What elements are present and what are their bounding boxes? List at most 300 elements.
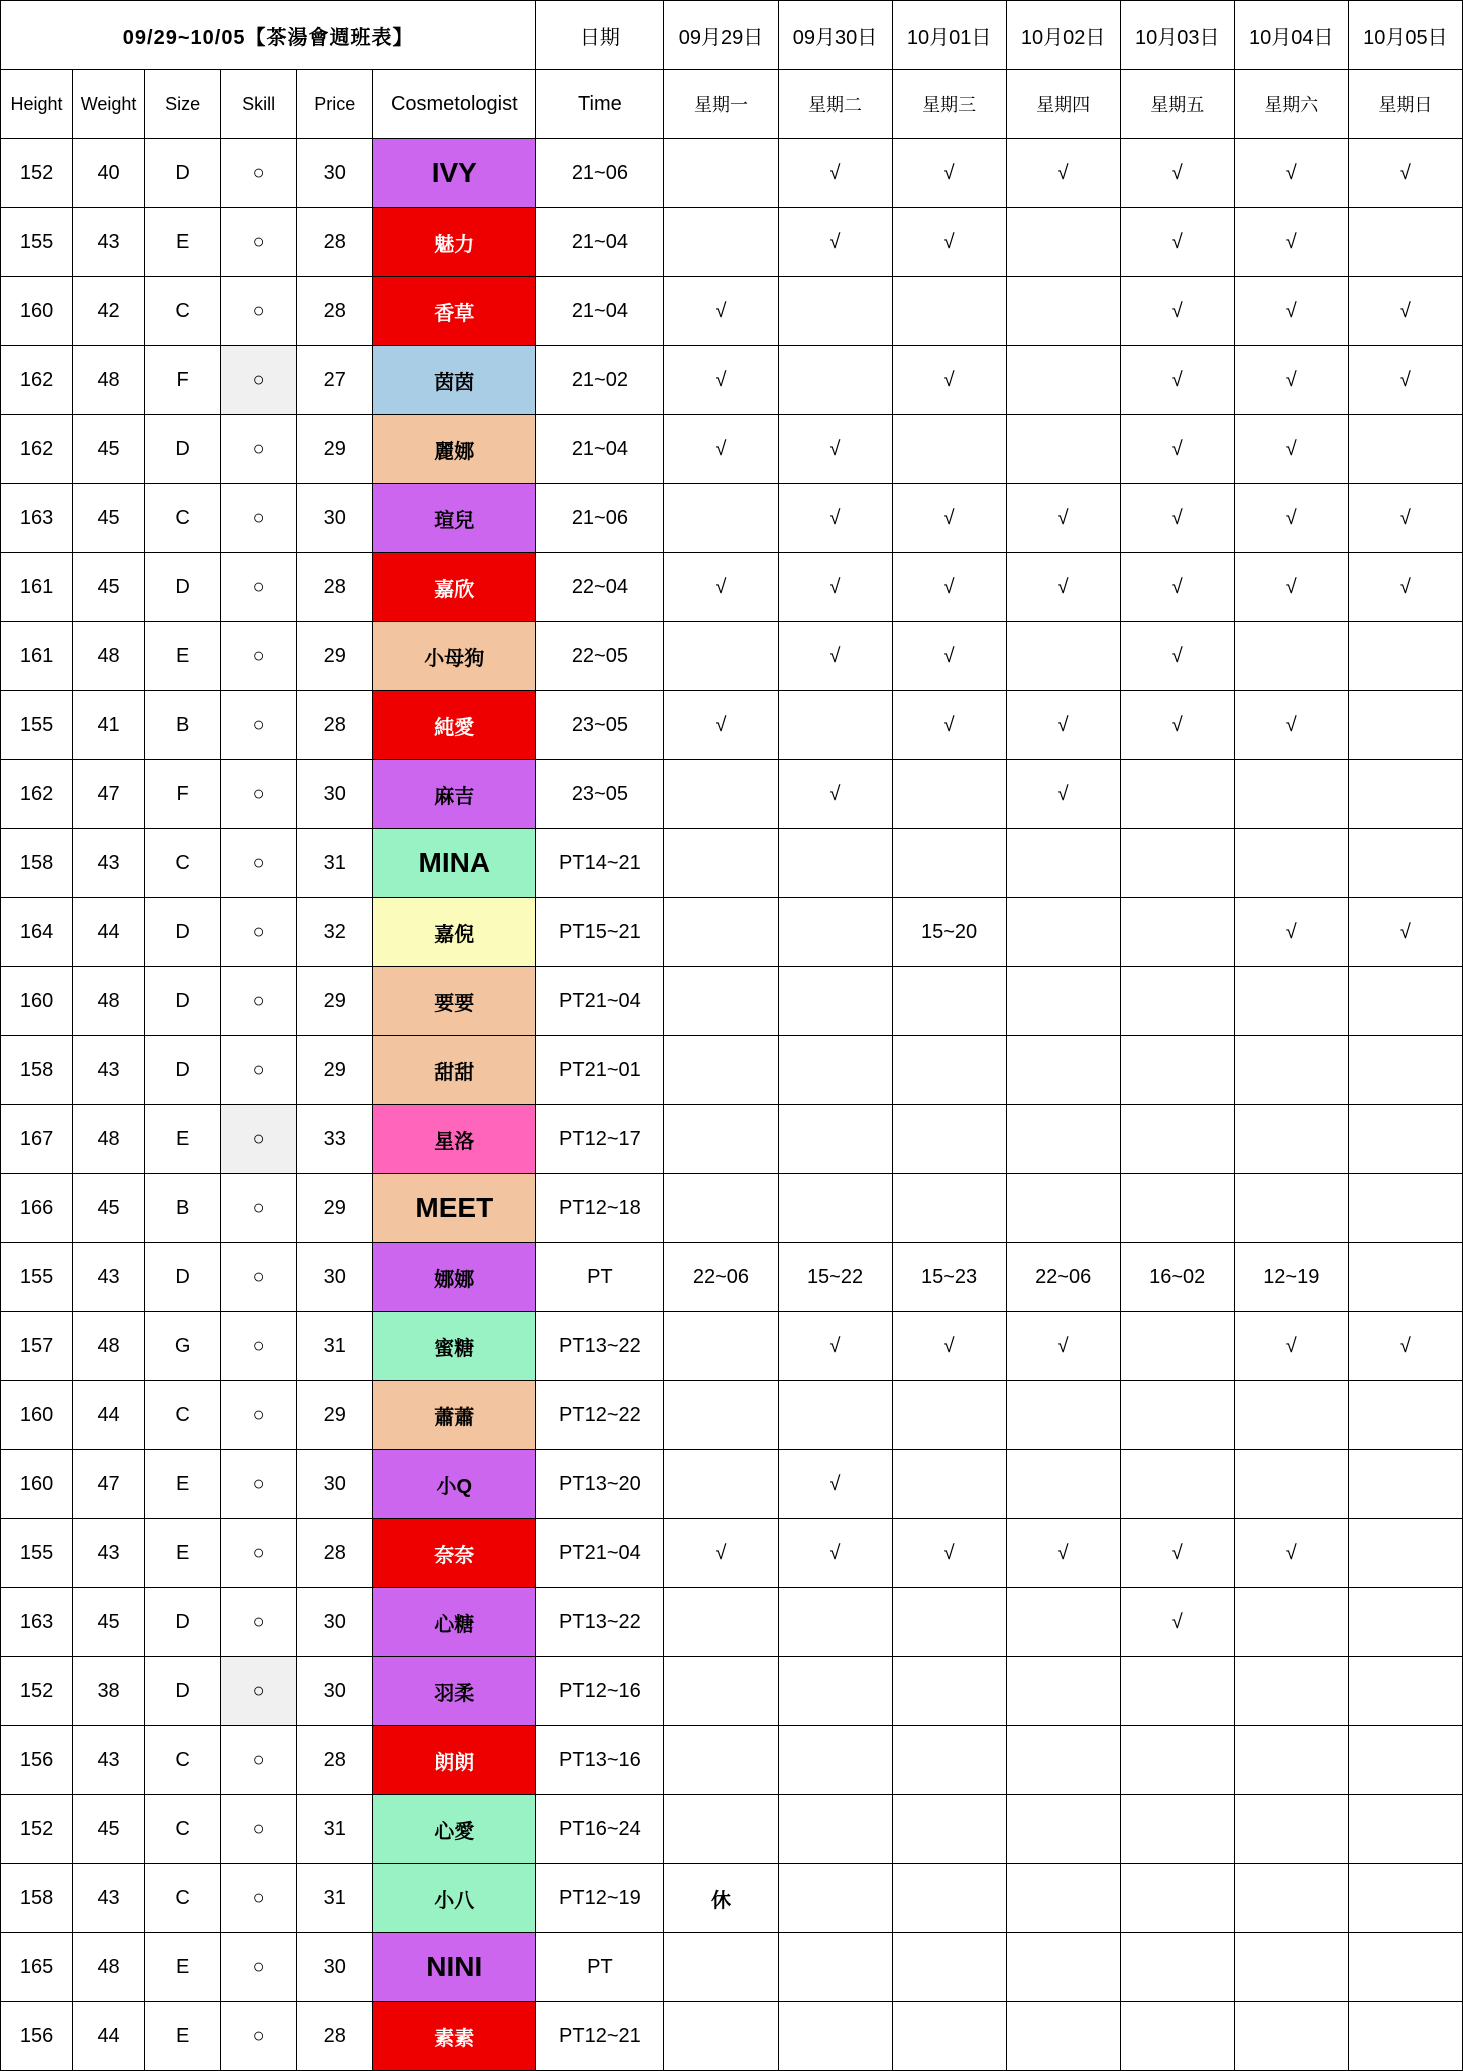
day-cell (664, 1105, 778, 1174)
height-value: 167 (1, 1105, 73, 1174)
day-cell: √ (778, 760, 892, 829)
height-value: 162 (1, 760, 73, 829)
day-cell (778, 1795, 892, 1864)
day-cell (892, 760, 1006, 829)
cosmetologist-name: 星洛 (373, 1105, 536, 1174)
cosmetologist-name: MINA (373, 829, 536, 898)
day-cell (892, 1105, 1006, 1174)
price-value: 29 (297, 622, 373, 691)
skill-value: ○ (221, 1588, 297, 1657)
height-value: 158 (1, 1864, 73, 1933)
cosmetologist-name: MEET (373, 1174, 536, 1243)
day-cell (778, 1105, 892, 1174)
day-cell (1348, 1243, 1462, 1312)
cosmetologist-name: 魅力 (373, 208, 536, 277)
skill-value: ○ (221, 139, 297, 208)
date-header: 10月03日 (1120, 1, 1234, 70)
price-value: 29 (297, 415, 373, 484)
time-value: 21~04 (536, 415, 664, 484)
time-value: PT12~19 (536, 1864, 664, 1933)
day-cell (1234, 1726, 1348, 1795)
day-cell (1120, 1105, 1234, 1174)
time-value: PT13~22 (536, 1312, 664, 1381)
day-cell: √ (1234, 139, 1348, 208)
weekday-header: 星期四 (1006, 70, 1120, 139)
weight-value: 43 (73, 1726, 145, 1795)
table-row (1, 622, 1463, 691)
column-header-price: Price (297, 70, 373, 139)
weight-value: 45 (73, 1174, 145, 1243)
skill-value: ○ (221, 1450, 297, 1519)
day-cell: 15~23 (892, 1243, 1006, 1312)
cosmetologist-name: 要要 (373, 967, 536, 1036)
skill-value: ○ (221, 346, 297, 415)
time-value: PT21~01 (536, 1036, 664, 1105)
day-cell: √ (1348, 277, 1462, 346)
day-cell (1006, 1864, 1120, 1933)
size-value: D (145, 967, 221, 1036)
skill-value: ○ (221, 277, 297, 346)
day-cell (1120, 1933, 1234, 2002)
day-cell (1348, 1657, 1462, 1726)
day-cell (892, 1036, 1006, 1105)
cosmetologist-name: IVY (373, 139, 536, 208)
day-cell (664, 967, 778, 1036)
day-cell (1234, 1450, 1348, 1519)
size-value: C (145, 829, 221, 898)
day-cell (892, 1588, 1006, 1657)
day-cell (1348, 1174, 1462, 1243)
skill-value: ○ (221, 484, 297, 553)
day-cell: √ (664, 346, 778, 415)
page-title: 09/29~10/05【茶湯會週班表】 (1, 1, 536, 70)
day-cell (664, 622, 778, 691)
weight-value: 45 (73, 553, 145, 622)
weight-value: 45 (73, 1795, 145, 1864)
date-header: 10月02日 (1006, 1, 1120, 70)
price-value: 29 (297, 1036, 373, 1105)
day-cell (1006, 829, 1120, 898)
weight-value: 44 (73, 2002, 145, 2071)
cosmetologist-name: 蜜糖 (373, 1312, 536, 1381)
day-cell (778, 1726, 892, 1795)
skill-value: ○ (221, 1726, 297, 1795)
height-value: 163 (1, 484, 73, 553)
cosmetologist-name: 羽柔 (373, 1657, 536, 1726)
day-cell (1234, 967, 1348, 1036)
day-cell (1348, 1036, 1462, 1105)
skill-value: ○ (221, 691, 297, 760)
table-row (1, 1450, 1463, 1519)
column-header-time: Time (536, 70, 664, 139)
day-cell (1120, 1036, 1234, 1105)
price-value: 28 (297, 1519, 373, 1588)
height-value: 152 (1, 1795, 73, 1864)
day-cell (1006, 1588, 1120, 1657)
price-value: 30 (297, 1588, 373, 1657)
weight-value: 42 (73, 277, 145, 346)
day-cell: √ (778, 1519, 892, 1588)
time-value: 22~05 (536, 622, 664, 691)
day-cell (1120, 829, 1234, 898)
weight-value: 48 (73, 1933, 145, 2002)
skill-value: ○ (221, 208, 297, 277)
day-cell (778, 346, 892, 415)
day-cell (1120, 1726, 1234, 1795)
day-cell (1234, 1036, 1348, 1105)
size-value: B (145, 1174, 221, 1243)
size-value: G (145, 1312, 221, 1381)
day-cell (1234, 1105, 1348, 1174)
table-row (1, 1036, 1463, 1105)
day-cell (1006, 1036, 1120, 1105)
day-cell: √ (778, 553, 892, 622)
time-value: 23~05 (536, 691, 664, 760)
column-header-height: Height (1, 70, 73, 139)
cosmetologist-name: 心愛 (373, 1795, 536, 1864)
day-cell (1234, 2002, 1348, 2071)
day-cell: √ (1120, 622, 1234, 691)
date-header: 10月04日 (1234, 1, 1348, 70)
weight-value: 45 (73, 1588, 145, 1657)
skill-value: ○ (221, 1657, 297, 1726)
size-value: C (145, 1381, 221, 1450)
weight-value: 43 (73, 1864, 145, 1933)
price-value: 30 (297, 1933, 373, 2002)
day-cell (1006, 208, 1120, 277)
day-cell (1006, 1174, 1120, 1243)
time-value: 22~04 (536, 553, 664, 622)
day-cell (778, 1864, 892, 1933)
day-cell: √ (892, 553, 1006, 622)
time-value: PT12~18 (536, 1174, 664, 1243)
price-value: 28 (297, 691, 373, 760)
day-cell: √ (1120, 691, 1234, 760)
day-cell: √ (664, 415, 778, 484)
date-header: 10月05日 (1348, 1, 1462, 70)
day-cell (664, 1795, 778, 1864)
day-cell (778, 2002, 892, 2071)
day-cell: √ (1234, 898, 1348, 967)
day-cell: 休 (664, 1864, 778, 1933)
skill-value: ○ (221, 2002, 297, 2071)
day-cell (1348, 622, 1462, 691)
table-row (1, 760, 1463, 829)
height-value: 163 (1, 1588, 73, 1657)
day-cell: √ (1234, 346, 1348, 415)
skill-value: ○ (221, 1312, 297, 1381)
skill-value: ○ (221, 1174, 297, 1243)
day-cell: 15~20 (892, 898, 1006, 967)
day-cell: √ (892, 139, 1006, 208)
day-cell (1006, 1726, 1120, 1795)
day-cell (892, 829, 1006, 898)
time-value: PT (536, 1243, 664, 1312)
table-row (1, 967, 1463, 1036)
height-value: 155 (1, 208, 73, 277)
day-cell (1120, 1312, 1234, 1381)
price-value: 31 (297, 829, 373, 898)
day-cell: √ (892, 1519, 1006, 1588)
time-value: 21~04 (536, 277, 664, 346)
day-cell (1348, 1588, 1462, 1657)
skill-value: ○ (221, 1795, 297, 1864)
cosmetologist-name: 朗朗 (373, 1726, 536, 1795)
height-value: 160 (1, 277, 73, 346)
height-value: 160 (1, 967, 73, 1036)
day-cell (1006, 415, 1120, 484)
height-value: 155 (1, 1519, 73, 1588)
table-row (1, 346, 1463, 415)
day-cell: √ (1120, 208, 1234, 277)
table-row (1, 553, 1463, 622)
day-cell: √ (1234, 1312, 1348, 1381)
day-cell: √ (664, 691, 778, 760)
day-cell (664, 2002, 778, 2071)
height-value: 166 (1, 1174, 73, 1243)
weekday-header: 星期五 (1120, 70, 1234, 139)
day-cell: √ (892, 208, 1006, 277)
table-row (1, 1312, 1463, 1381)
weight-value: 43 (73, 829, 145, 898)
day-cell (1234, 760, 1348, 829)
day-cell: √ (892, 691, 1006, 760)
day-cell (664, 898, 778, 967)
day-cell (778, 829, 892, 898)
time-value: PT13~22 (536, 1588, 664, 1657)
day-cell: √ (1120, 277, 1234, 346)
weight-value: 43 (73, 1519, 145, 1588)
day-cell: √ (778, 622, 892, 691)
table-row (1, 1795, 1463, 1864)
day-cell (778, 1657, 892, 1726)
weekday-header: 星期六 (1234, 70, 1348, 139)
day-cell (1120, 898, 1234, 967)
column-header-weight: Weight (73, 70, 145, 139)
table-row (1, 1933, 1463, 2002)
day-cell (892, 1174, 1006, 1243)
cosmetologist-name: 香草 (373, 277, 536, 346)
skill-value: ○ (221, 898, 297, 967)
size-value: D (145, 898, 221, 967)
day-cell (1120, 1864, 1234, 1933)
day-cell (892, 1795, 1006, 1864)
day-cell: 12~19 (1234, 1243, 1348, 1312)
table-row (1, 1519, 1463, 1588)
day-cell (664, 1726, 778, 1795)
day-cell (1348, 829, 1462, 898)
weight-value: 48 (73, 1105, 145, 1174)
skill-value: ○ (221, 1864, 297, 1933)
day-cell (1006, 1381, 1120, 1450)
cosmetologist-name: 心糖 (373, 1588, 536, 1657)
height-value: 160 (1, 1381, 73, 1450)
day-cell (892, 1726, 1006, 1795)
skill-value: ○ (221, 1105, 297, 1174)
price-value: 31 (297, 1864, 373, 1933)
day-cell: √ (778, 139, 892, 208)
price-value: 28 (297, 208, 373, 277)
date-header: 10月01日 (892, 1, 1006, 70)
cosmetologist-name: 純愛 (373, 691, 536, 760)
size-value: C (145, 277, 221, 346)
day-cell (778, 1933, 892, 2002)
day-cell: √ (1120, 484, 1234, 553)
day-cell (1348, 1450, 1462, 1519)
price-value: 28 (297, 1726, 373, 1795)
size-value: E (145, 622, 221, 691)
table-row (1, 1657, 1463, 1726)
day-cell: √ (1234, 1519, 1348, 1588)
day-cell (664, 1588, 778, 1657)
height-value: 161 (1, 622, 73, 691)
cosmetologist-name: 瑄兒 (373, 484, 536, 553)
price-value: 31 (297, 1312, 373, 1381)
day-cell (664, 1174, 778, 1243)
time-value: PT16~24 (536, 1795, 664, 1864)
weight-value: 47 (73, 1450, 145, 1519)
day-cell (892, 277, 1006, 346)
size-value: E (145, 208, 221, 277)
price-value: 29 (297, 967, 373, 1036)
size-value: D (145, 1657, 221, 1726)
size-value: D (145, 139, 221, 208)
weekday-header: 星期二 (778, 70, 892, 139)
day-cell (664, 208, 778, 277)
skill-value: ○ (221, 415, 297, 484)
day-cell (664, 829, 778, 898)
day-cell (1348, 1795, 1462, 1864)
day-cell (1006, 2002, 1120, 2071)
time-value: 23~05 (536, 760, 664, 829)
day-cell (1348, 1519, 1462, 1588)
day-cell (1348, 415, 1462, 484)
day-cell (778, 1174, 892, 1243)
day-cell: √ (1348, 484, 1462, 553)
day-cell (1234, 1174, 1348, 1243)
day-cell (892, 415, 1006, 484)
day-cell (892, 2002, 1006, 2071)
height-value: 155 (1, 1243, 73, 1312)
cosmetologist-name: 嘉欣 (373, 553, 536, 622)
time-value: 21~02 (536, 346, 664, 415)
day-cell: √ (1006, 139, 1120, 208)
size-value: B (145, 691, 221, 760)
day-cell (778, 1381, 892, 1450)
price-value: 30 (297, 760, 373, 829)
day-cell (1234, 1657, 1348, 1726)
day-cell (1234, 829, 1348, 898)
day-cell: √ (778, 1312, 892, 1381)
time-value: PT13~16 (536, 1726, 664, 1795)
weight-value: 43 (73, 1036, 145, 1105)
size-value: E (145, 1519, 221, 1588)
cosmetologist-name: NINI (373, 1933, 536, 2002)
cosmetologist-name: 娜娜 (373, 1243, 536, 1312)
day-cell (1006, 277, 1120, 346)
price-value: 30 (297, 1450, 373, 1519)
day-cell (1120, 1450, 1234, 1519)
cosmetologist-name: 麻吉 (373, 760, 536, 829)
weekday-header: 星期日 (1348, 70, 1462, 139)
date-header: 09月30日 (778, 1, 892, 70)
size-value: C (145, 1726, 221, 1795)
height-value: 161 (1, 553, 73, 622)
day-cell (1348, 691, 1462, 760)
table-row (1, 277, 1463, 346)
day-cell (1006, 1657, 1120, 1726)
weight-value: 43 (73, 208, 145, 277)
day-cell (892, 1657, 1006, 1726)
day-cell: √ (778, 484, 892, 553)
weekday-header: 星期一 (664, 70, 778, 139)
day-cell: √ (1120, 553, 1234, 622)
height-value: 164 (1, 898, 73, 967)
weight-value: 44 (73, 1381, 145, 1450)
title-row (1, 1, 1463, 70)
day-cell: √ (1006, 760, 1120, 829)
weight-value: 48 (73, 1312, 145, 1381)
time-value: 21~06 (536, 484, 664, 553)
weight-value: 38 (73, 1657, 145, 1726)
weight-value: 48 (73, 346, 145, 415)
date-header: 09月29日 (664, 1, 778, 70)
day-cell (1006, 622, 1120, 691)
column-header-cosmetologist: Cosmetologist (373, 70, 536, 139)
table-row (1, 1243, 1463, 1312)
size-value: D (145, 553, 221, 622)
cosmetologist-name: 小Q (373, 1450, 536, 1519)
table-row (1, 1105, 1463, 1174)
price-value: 28 (297, 277, 373, 346)
time-value: PT21~04 (536, 1519, 664, 1588)
price-value: 29 (297, 1174, 373, 1243)
price-value: 29 (297, 1381, 373, 1450)
price-value: 33 (297, 1105, 373, 1174)
skill-value: ○ (221, 553, 297, 622)
size-value: D (145, 415, 221, 484)
day-cell (1348, 1864, 1462, 1933)
time-value: PT13~20 (536, 1450, 664, 1519)
day-cell: √ (1120, 139, 1234, 208)
day-cell (664, 1312, 778, 1381)
day-cell (1120, 967, 1234, 1036)
day-cell (1348, 2002, 1462, 2071)
skill-value: ○ (221, 1933, 297, 2002)
size-value: C (145, 1795, 221, 1864)
size-value: D (145, 1243, 221, 1312)
column-header-skill: Skill (221, 70, 297, 139)
day-cell: √ (1234, 484, 1348, 553)
height-value: 156 (1, 2002, 73, 2071)
cosmetologist-name: 小母狗 (373, 622, 536, 691)
day-cell: √ (1348, 553, 1462, 622)
time-value: 21~04 (536, 208, 664, 277)
skill-value: ○ (221, 622, 297, 691)
day-cell: √ (778, 1450, 892, 1519)
day-cell (778, 1588, 892, 1657)
table-row (1, 1864, 1463, 1933)
size-value: E (145, 1105, 221, 1174)
weight-value: 44 (73, 898, 145, 967)
day-cell: √ (1348, 898, 1462, 967)
height-value: 158 (1, 1036, 73, 1105)
table-row (1, 208, 1463, 277)
column-header-row (1, 70, 1463, 139)
weight-value: 48 (73, 622, 145, 691)
height-value: 160 (1, 1450, 73, 1519)
table-row (1, 1726, 1463, 1795)
